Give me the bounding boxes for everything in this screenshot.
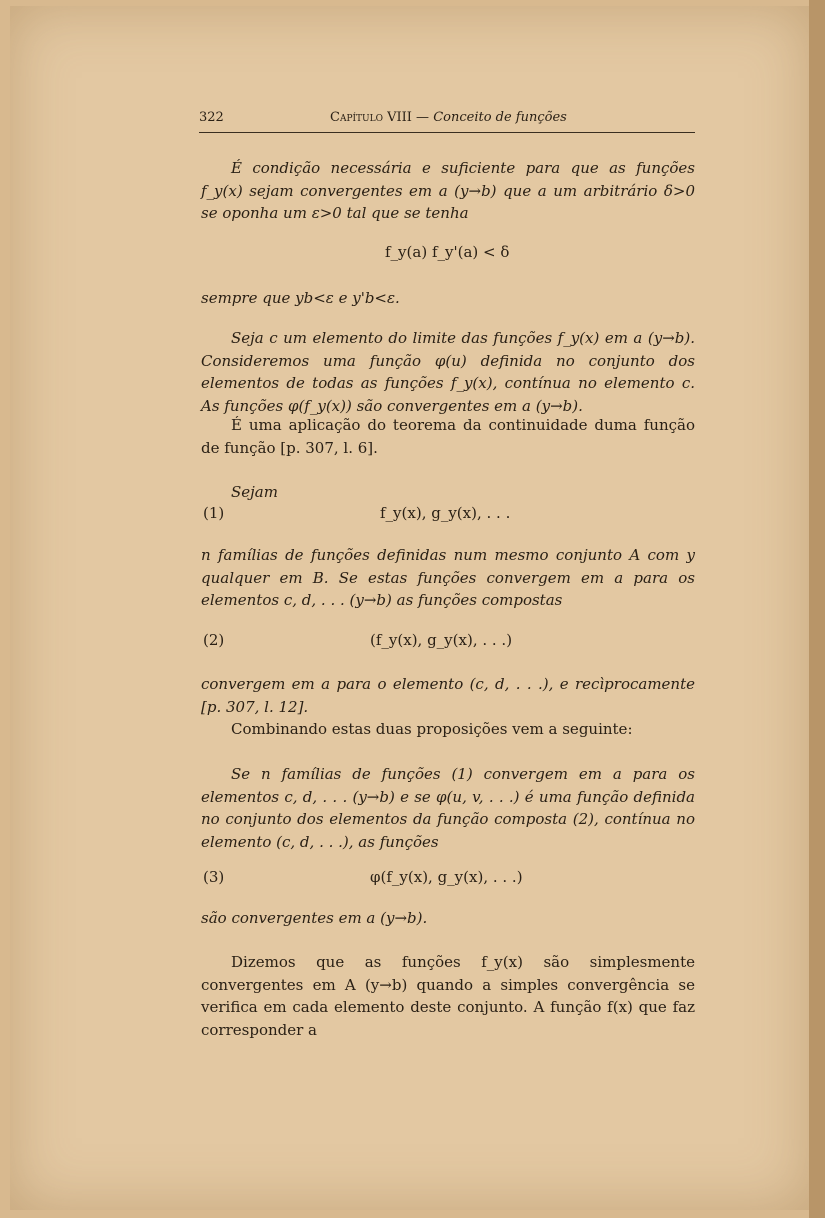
paragraph-convergent: são convergentes em a (y→b). bbox=[201, 909, 428, 927]
equation-4: φ(f_y(x), g_y(x), . . .) bbox=[370, 868, 523, 886]
running-header bbox=[199, 110, 695, 133]
equation-number-2: (2) bbox=[203, 631, 225, 649]
paragraph-converge: convergem em a para o elemento (c, d, . . .), e recìprocamente [p. 307, l. 12]. bbox=[201, 675, 695, 716]
equation-2: f_y(x), g_y(x), . . . bbox=[380, 504, 511, 522]
paragraph-families: n famílias de funções definidas num mesmo conjunto A com y qualquer em B. Se estas funções convergem em a para os elementos c, d, . . . (y→b) as funções compostas bbox=[201, 546, 695, 609]
paragraph-definition: Dizemos que as funções f_y(x) são simplesmente convergentes em A (y→b) quando a simples convergência se verifica em cada elemento deste conjunto. A função f(x) que faz corresponder a bbox=[201, 953, 695, 1039]
page-edge bbox=[809, 0, 825, 1218]
equation-number-1: (1) bbox=[203, 504, 225, 522]
paragraph-application: É uma aplicação do teorema da continuidade duma função de função [p. 307, l. 6]. bbox=[201, 416, 695, 457]
paragraph-combining: Combinando estas duas proposições vem a seguinte: bbox=[231, 720, 633, 738]
equation-number-3: (3) bbox=[203, 868, 225, 886]
equation-3: (f_y(x), g_y(x), . . .) bbox=[370, 631, 513, 649]
page-number: 322 bbox=[199, 110, 224, 125]
running-title: Capítulo VIII — Conceito de funções bbox=[330, 110, 567, 125]
paragraph-sejam: Sejam bbox=[231, 483, 278, 501]
paragraph-condition: sempre que yb<ε e y'b<ε. bbox=[201, 289, 400, 307]
paragraph-seja: Seja c um elemento do limite das funções f_y(x) em a (y→b). Consideremos uma função φ(u) definida no conjunto dos elementos de todas as funções f_y(x), contínua no elemento c. As funções φ(f_y(x)) são convergentes em a (y→b). bbox=[201, 329, 695, 415]
paragraph-proposition: Se n famílias de funções (1) convergem em a para os elementos c, d, . . . (y→b) e se φ(u, v, . . .) é uma função definida no conjunto dos elementos da função composta (2), contínua no elemento (c, d, . . .), as funções bbox=[201, 765, 695, 851]
equation-1: f_y(a) f_y'(a) < δ bbox=[385, 243, 510, 261]
paragraph-theorem: É condição necessária e suficiente para que as funções f_y(x) sejam convergentes em a (y→b) que a um arbitrário δ>0 se oponha um ε>0 tal que se tenha bbox=[201, 159, 695, 222]
